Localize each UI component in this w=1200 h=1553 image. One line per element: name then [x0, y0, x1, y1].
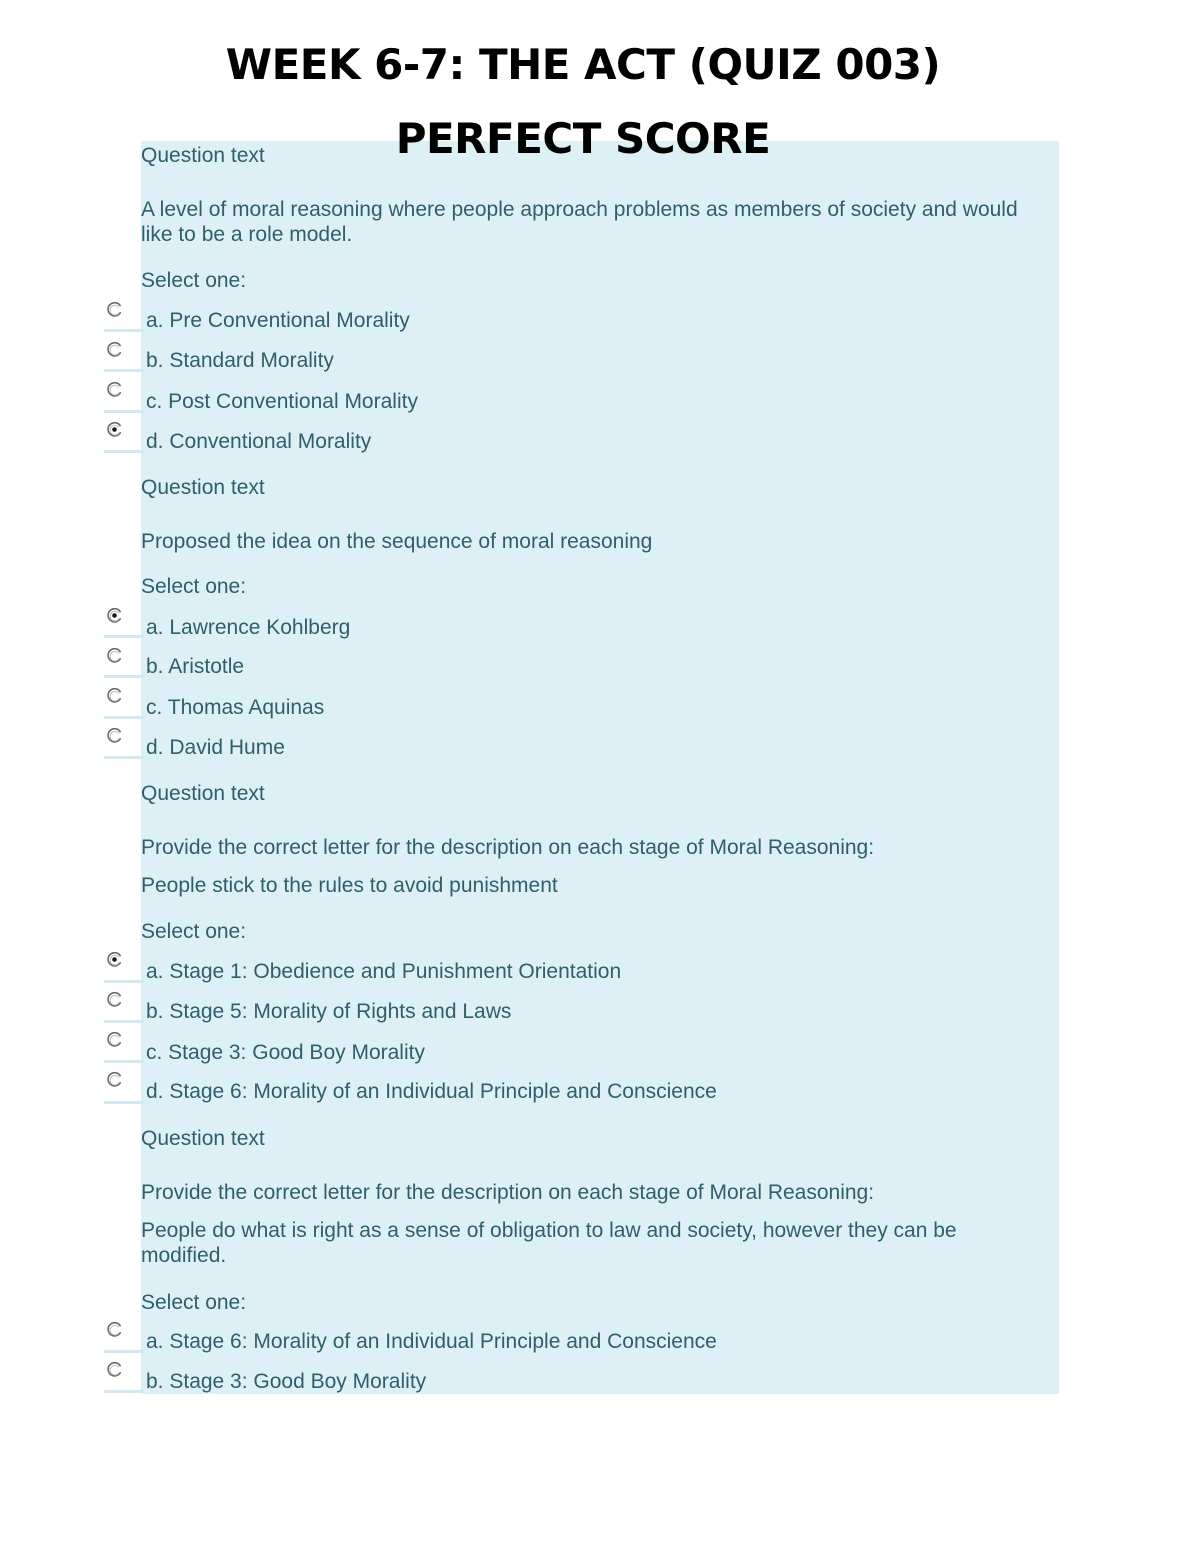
question-1-option-c-radio[interactable] — [106, 381, 123, 398]
question-1-prompt: A level of moral reasoning where people approach problems as members of society and would like to be a role model. — [141, 198, 1018, 246]
question-2-select-label: Select one: — [141, 575, 247, 598]
radio-unchecked-icon — [106, 991, 123, 1008]
option-divider — [104, 329, 144, 332]
question-4-option-b[interactable]: b. Stage 3: Good Boy Morality — [146, 1370, 427, 1393]
question-4-option-a[interactable]: a. Stage 6: Morality of an Individual Principle and Conscience — [146, 1330, 717, 1353]
question-2-option-b[interactable]: b. Aristotle — [146, 655, 245, 678]
option-divider — [104, 410, 144, 413]
question-1-option-a[interactable]: a. Pre Conventional Morality — [146, 309, 410, 332]
question-4-description: People do what is right as a sense of obligation to law and society, however they can be modified. — [141, 1219, 957, 1267]
question-3-description: People stick to the rules to avoid punishment — [141, 874, 558, 897]
option-divider — [104, 369, 144, 372]
question-3-option-c-radio[interactable] — [106, 1031, 123, 1048]
question-1-header: Question text — [141, 144, 265, 167]
question-3-option-c[interactable]: c. Stage 3: Good Boy Morality — [146, 1041, 425, 1064]
option-divider — [104, 756, 144, 759]
option-divider — [104, 1060, 144, 1063]
question-2-option-d[interactable]: d. David Hume — [146, 736, 285, 759]
question-3-option-a-radio[interactable] — [106, 951, 123, 968]
question-4-prompt: Provide the correct letter for the description on each stage of Moral Reasoning: — [141, 1181, 875, 1204]
option-divider — [104, 635, 144, 638]
question-2-header: Question text — [141, 476, 265, 499]
question-3-option-b[interactable]: b. Stage 5: Morality of Rights and Laws — [146, 1000, 512, 1023]
question-2-prompt: Proposed the idea on the sequence of moral reasoning — [141, 530, 653, 553]
radio-selected-dot — [112, 957, 117, 962]
radio-unchecked-icon — [106, 687, 123, 704]
radio-unchecked-icon — [106, 1031, 123, 1048]
question-2-option-c-radio[interactable] — [106, 687, 123, 704]
option-divider — [104, 450, 144, 453]
question-2-option-d-radio[interactable] — [106, 727, 123, 744]
question-4-option-b-radio[interactable] — [106, 1361, 123, 1378]
question-3-prompt: Provide the correct letter for the description on each stage of Moral Reasoning: — [141, 836, 875, 859]
question-3-select-label: Select one: — [141, 920, 247, 943]
question-1-option-d-radio[interactable] — [106, 421, 123, 438]
question-1-select-label: Select one: — [141, 269, 247, 292]
option-divider — [104, 1101, 144, 1104]
question-1-option-b[interactable]: b. Standard Morality — [146, 349, 334, 372]
question-2-option-a-radio[interactable] — [106, 607, 123, 624]
radio-selected-dot — [112, 427, 117, 432]
question-1-option-d[interactable]: d. Conventional Morality — [146, 430, 372, 453]
option-divider — [104, 675, 144, 678]
radio-unchecked-icon — [106, 1071, 123, 1088]
question-3-header: Question text — [141, 782, 265, 805]
radio-selected-dot — [112, 613, 117, 618]
question-1-option-b-radio[interactable] — [106, 341, 123, 358]
question-1-option-c[interactable]: c. Post Conventional Morality — [146, 390, 418, 413]
radio-unchecked-icon — [106, 647, 123, 664]
radio-unchecked-icon — [106, 1361, 123, 1378]
radio-unchecked-icon — [106, 381, 123, 398]
question-2-option-a[interactable]: a. Lawrence Kohlberg — [146, 616, 351, 639]
option-divider — [104, 980, 144, 983]
radio-unchecked-icon — [106, 301, 123, 318]
option-divider — [104, 1020, 144, 1023]
radio-unchecked-icon — [106, 1321, 123, 1338]
radio-unchecked-icon — [106, 341, 123, 358]
question-3-option-b-radio[interactable] — [106, 991, 123, 1008]
radio-unchecked-icon — [106, 727, 123, 744]
question-2-option-c[interactable]: c. Thomas Aquinas — [146, 696, 325, 719]
option-divider — [104, 1350, 144, 1353]
radio-checked-icon — [106, 607, 123, 624]
option-divider — [104, 1390, 144, 1393]
document-title: WEEK 6-7: THE ACT (QUIZ 003) — [225, 40, 941, 89]
question-4-header: Question text — [141, 1127, 265, 1150]
document-subtitle: PERFECT SCORE — [395, 114, 771, 163]
question-1-option-a-radio[interactable] — [106, 301, 123, 318]
question-4-select-label: Select one: — [141, 1291, 247, 1314]
question-4-option-a-radio[interactable] — [106, 1321, 123, 1338]
question-3-option-d-radio[interactable] — [106, 1071, 123, 1088]
radio-checked-icon — [106, 951, 123, 968]
option-divider — [104, 716, 144, 719]
question-2-option-b-radio[interactable] — [106, 647, 123, 664]
radio-checked-icon — [106, 421, 123, 438]
question-3-option-d[interactable]: d. Stage 6: Morality of an Individual Principle and Conscience — [146, 1080, 717, 1103]
question-3-option-a[interactable]: a. Stage 1: Obedience and Punishment Orientation — [146, 960, 622, 983]
